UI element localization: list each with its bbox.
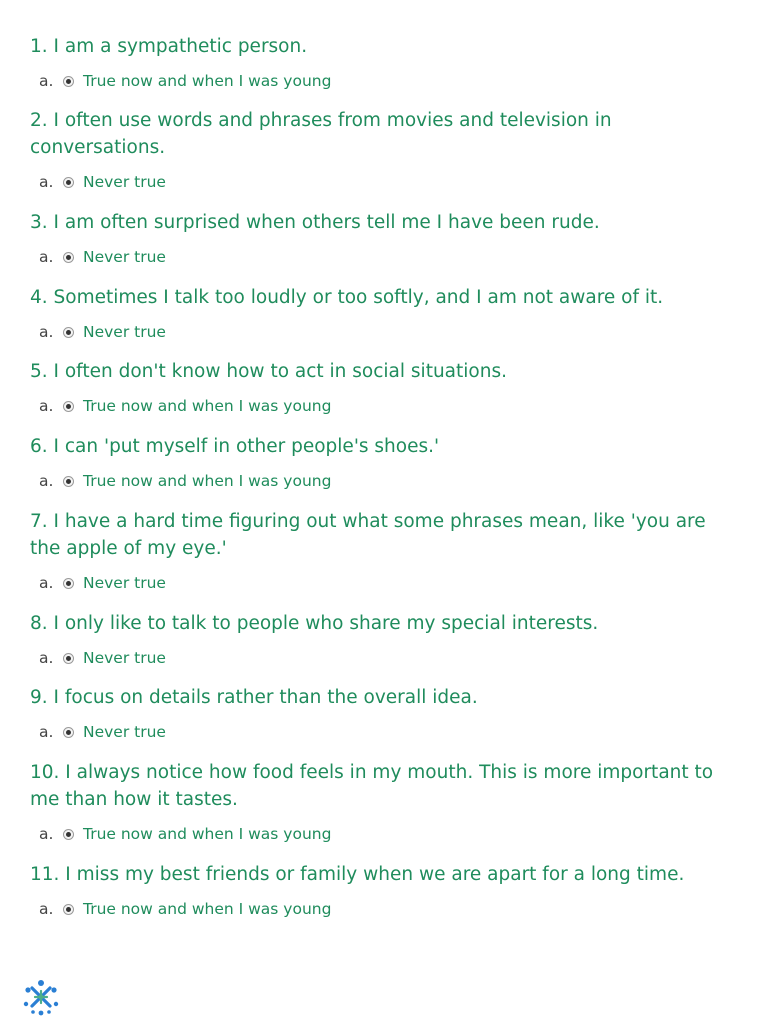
question-text: 2. I often use words and phrases from movies and television in conversations. xyxy=(30,110,612,158)
question-item-3 xyxy=(30,209,740,267)
answer-option[interactable] xyxy=(30,247,740,267)
radio-selected-icon[interactable] xyxy=(63,578,74,589)
question-item-6 xyxy=(30,433,740,491)
option-letter: a. xyxy=(39,248,54,266)
radio-selected-icon[interactable] xyxy=(63,76,74,87)
answer-label: True now and when I was young xyxy=(83,900,332,918)
question-item-1 xyxy=(30,33,740,91)
question-text: 1. I am a sympathetic person. xyxy=(30,36,308,57)
option-letter: a. xyxy=(39,723,54,741)
answer-option[interactable] xyxy=(30,722,740,742)
question-item-2 xyxy=(30,107,740,192)
question-item-4 xyxy=(30,284,740,342)
question-item-11 xyxy=(30,861,740,919)
option-letter: a. xyxy=(39,574,54,592)
question-text: 3. I am often surprised when others tell me I have been rude. xyxy=(30,212,600,233)
option-letter: a. xyxy=(39,900,54,918)
answer-label: True now and when I was young xyxy=(83,72,332,90)
answer-label: Never true xyxy=(83,649,166,667)
answer-label: True now and when I was young xyxy=(83,472,332,490)
option-letter: a. xyxy=(39,72,54,90)
question-text: 11. I miss my best friends or family when we are apart for a long time. xyxy=(30,864,685,885)
answer-option[interactable] xyxy=(30,573,740,593)
answer-label: Never true xyxy=(83,248,166,266)
people-circle-logo-icon xyxy=(20,976,62,1018)
answer-label: Never true xyxy=(83,173,166,191)
question-text: 4. Sometimes I talk too loudly or too softly, and I am not aware of it. xyxy=(30,287,664,308)
question-item-9 xyxy=(30,684,740,742)
radio-selected-icon[interactable] xyxy=(63,653,74,664)
radio-selected-icon[interactable] xyxy=(63,904,74,915)
option-letter: a. xyxy=(39,649,54,667)
question-item-5 xyxy=(30,358,740,416)
answer-label: Never true xyxy=(83,723,166,741)
question-text: 10. I always notice how food feels in my mouth. This is more important to me than how it tastes. xyxy=(30,762,714,810)
answer-option[interactable] xyxy=(30,471,740,491)
radio-selected-icon[interactable] xyxy=(63,177,74,188)
radio-selected-icon[interactable] xyxy=(63,476,74,487)
answer-label: Never true xyxy=(83,323,166,341)
option-letter: a. xyxy=(39,323,54,341)
question-text: 8. I only like to talk to people who share my special interests. xyxy=(30,613,599,634)
option-letter: a. xyxy=(39,397,54,415)
question-text: 5. I often don't know how to act in social situations. xyxy=(30,361,507,382)
radio-selected-icon[interactable] xyxy=(63,727,74,738)
radio-selected-icon[interactable] xyxy=(63,401,74,412)
question-text: 6. I can 'put myself in other people's shoes.' xyxy=(30,436,440,457)
radio-selected-icon[interactable] xyxy=(63,252,74,263)
answer-option[interactable] xyxy=(30,648,740,668)
option-letter: a. xyxy=(39,173,54,191)
question-text: 9. I focus on details rather than the overall idea. xyxy=(30,687,478,708)
question-item-7 xyxy=(30,508,740,593)
answer-option[interactable] xyxy=(30,172,740,192)
question-text: 7. I have a hard time figuring out what some phrases mean, like 'you are the apple of my eye.' xyxy=(30,511,706,559)
answer-option[interactable] xyxy=(30,899,740,919)
answer-option[interactable] xyxy=(30,396,740,416)
radio-selected-icon[interactable] xyxy=(63,829,74,840)
answer-label: Never true xyxy=(83,574,166,592)
option-letter: a. xyxy=(39,825,54,843)
answer-label: True now and when I was young xyxy=(83,397,332,415)
answer-option[interactable] xyxy=(30,322,740,342)
answer-label: True now and when I was young xyxy=(83,825,332,843)
option-letter: a. xyxy=(39,472,54,490)
question-item-8 xyxy=(30,610,740,668)
radio-selected-icon[interactable] xyxy=(63,327,74,338)
answer-option[interactable] xyxy=(30,71,740,91)
question-item-10 xyxy=(30,759,740,844)
answer-option[interactable] xyxy=(30,824,740,844)
